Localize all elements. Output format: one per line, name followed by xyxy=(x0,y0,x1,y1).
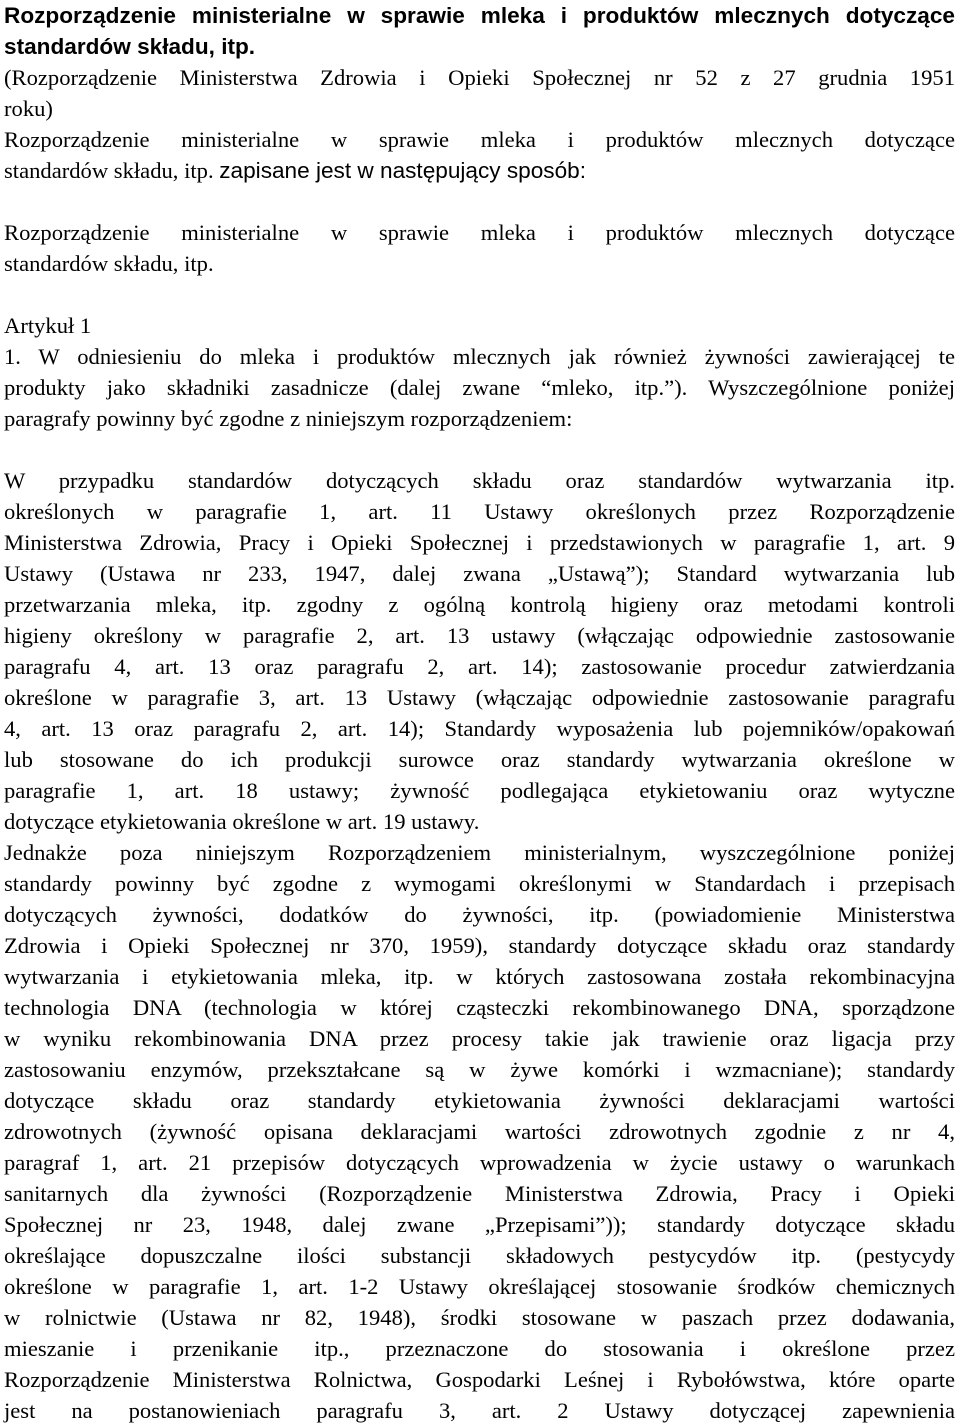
document-page xyxy=(4,0,955,1426)
paragraph-line: paragraf 1, art. 21 przepisów dotyczących wprowadzenia w życie ustawy o warunkach xyxy=(4,1150,955,1175)
spacer xyxy=(4,186,955,217)
paragraph-line: przetwarzania mleka, itp. zgodny z ogólną kontrolą higieny oraz metodami kontroli xyxy=(4,592,955,617)
paragraph-line: określone w paragrafie 3, art. 13 Ustawy (włączając odpowiednie zastosowanie paragrafu xyxy=(4,685,955,710)
intro-line-sans-part: zapisane jest w następujący sposób: xyxy=(219,158,586,183)
intro-line-serif-part: standardów składu, itp. xyxy=(4,158,220,183)
paragraph-line: zdrowotnych (żywność opisana deklaracjami wartości zdrowotnych zgodnie z nr 4, xyxy=(4,1119,955,1144)
paragraph-line: określonych w paragrafie 1, art. 11 Ustawy określonych przez Rozporządzenie xyxy=(4,499,955,524)
source-line: roku) xyxy=(4,96,53,121)
intro-line xyxy=(4,155,955,186)
paragraph-line: W przypadku standardów dotyczących składu oraz standardów wytwarzania itp. xyxy=(4,468,955,493)
paragraph-line: dotyczące etykietowania określone w art. 19 ustawy. xyxy=(4,809,480,834)
paragraph-line: paragrafu 4, art. 13 oraz paragrafu 2, art. 14); zastosowanie procedur zatwierdzania xyxy=(4,654,955,679)
paragraph-3 xyxy=(4,837,955,1426)
paragraph-line: dotyczące składu oraz standardy etykietowania żywności deklaracjami wartości xyxy=(4,1088,955,1113)
source-line: (Rozporządzenie Ministerstwa Zdrowia i Opieki Społecznej nr 52 z 27 grudnia 1951 xyxy=(4,65,955,90)
paragraph-line: zastosowaniu enzymów, przekształcane są w żywe komórki i wzmacniane); standardy xyxy=(4,1057,955,1082)
article-heading: Artykuł 1 xyxy=(4,313,92,338)
paragraph-line: Społecznej nr 23, 1948, dalej zwane „Przepisami”)); standardy dotyczące składu xyxy=(4,1212,955,1237)
paragraph-line: określające dopuszczalne ilości substancji składowych pestycydów itp. (pestycydy xyxy=(4,1243,955,1268)
intro-line: Rozporządzenie ministerialne w sprawie mleka i produktów mlecznych dotyczące xyxy=(4,127,955,152)
spacer xyxy=(4,434,955,465)
paragraph-line: wytwarzania i etykietowania mleka, itp. w których zastosowana została rekombinacyjna xyxy=(4,964,955,989)
paragraph-line: Ministerstwa Zdrowia, Pracy i Opieki Społecznej i przedstawionych w paragrafie 1, art. 9 xyxy=(4,530,955,555)
paragraph-line: Jednakże poza niniejszym Rozporządzeniem ministerialnym, wyszczególnione poniżej xyxy=(4,840,955,865)
paragraph-line: produkty jako składniki zasadnicze (dalej zwane “mleko, itp.”). Wyszczególnione poniżej xyxy=(4,375,955,400)
spacer xyxy=(4,279,955,310)
regulation-title xyxy=(4,217,955,279)
paragraph-line: określone w paragrafie 1, art. 1-2 Ustawy określającej stosowanie środków chemicznych xyxy=(4,1274,955,1299)
document-header xyxy=(4,0,955,62)
paragraph-line: standardy powinny być zgodne z wymogami określonymi w Standardach i przepisach xyxy=(4,871,955,896)
header-line: standardów składu, itp. xyxy=(4,34,256,59)
paragraph-line: technologia DNA (technologia w której cząsteczki rekombinowanego DNA, sporządzone xyxy=(4,995,955,1020)
paragraph-line: sanitarnych dla żywności (Rozporządzenie Ministerstwa Zdrowia, Pracy i Opieki xyxy=(4,1181,955,1206)
source-citation xyxy=(4,62,955,124)
paragraph-line: higieny określony w paragrafie 2, art. 13 ustawy (włączając odpowiednie zastosowanie xyxy=(4,623,955,648)
paragraph-line: w wyniku rekombinowania DNA przez procesy takie jak trawienie oraz ligacja przy xyxy=(4,1026,955,1051)
paragraph-line: paragrafie 1, art. 18 ustawy; żywność podlegająca etykietowaniu oraz wytyczne xyxy=(4,778,955,803)
paragraph-line: lub stosowane do ich produkcji surowce oraz standardy wytwarzania określone w xyxy=(4,747,955,772)
paragraph-line: Zdrowia i Opieki Społecznej nr 370, 1959), standardy dotyczące składu oraz standardy xyxy=(4,933,955,958)
paragraph-line: mieszanie i przenikanie itp., przeznaczone do stosowania i określone przez xyxy=(4,1336,955,1361)
title-line: Rozporządzenie ministerialne w sprawie mleka i produktów mlecznych dotyczące xyxy=(4,220,955,245)
title-line: standardów składu, itp. xyxy=(4,251,214,276)
paragraph-line: paragrafy powinny być zgodne z niniejszym rozporządzeniem: xyxy=(4,406,573,431)
paragraph-line: w rolnictwie (Ustawa nr 82, 1948), środki stosowane w paszach przez dodawania, xyxy=(4,1305,955,1330)
paragraph-line: jest na postanowieniach paragrafu 3, art. 2 Ustawy dotyczącej zapewnienia xyxy=(4,1398,955,1423)
paragraph-line: dotyczących żywności, dodatków do żywności, itp. (powiadomienie Ministerstwa xyxy=(4,902,955,927)
paragraph-1 xyxy=(4,341,955,434)
paragraph-line: Rozporządzenie Ministerstwa Rolnictwa, Gospodarki Leśnej i Rybołówstwa, które oparte xyxy=(4,1367,955,1392)
header-line: Rozporządzenie ministerialne w sprawie mleka i produktów mlecznych dotyczące xyxy=(4,3,955,28)
paragraph-line: Ustawy (Ustawa nr 233, 1947, dalej zwana „Ustawą”); Standard wytwarzania lub xyxy=(4,561,955,586)
paragraph-line: 4, art. 13 oraz paragrafu 2, art. 14); Standardy wyposażenia lub pojemników/opakowań xyxy=(4,716,955,741)
paragraph-2 xyxy=(4,465,955,837)
intro-paragraph xyxy=(4,124,955,186)
paragraph-line: 1. W odniesieniu do mleka i produktów mlecznych jak również żywności zawierającej te xyxy=(4,344,955,369)
